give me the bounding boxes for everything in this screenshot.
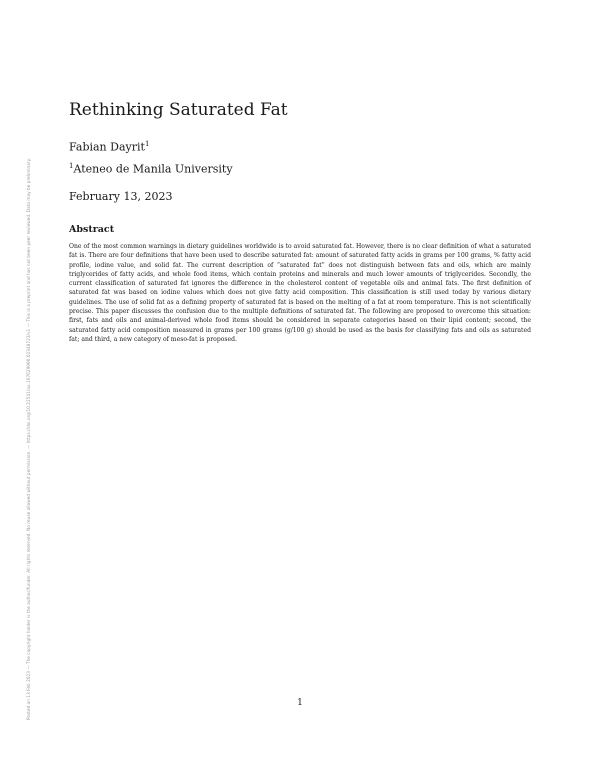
- preprint-sidebar-note: [26, 100, 40, 720]
- author-affiliation-marker: 1: [144, 140, 150, 148]
- affiliation-name: Ateneo de Manila University: [73, 162, 233, 176]
- page-number: 1: [297, 698, 303, 708]
- author-name: Fabian Dayrit: [69, 140, 145, 154]
- paper-title: Rethinking Saturated Fat: [69, 100, 288, 120]
- abstract-heading: Abstract: [69, 224, 115, 235]
- abstract-text: One of the most common warnings in dietary guidelines worldwide is to avoid saturated fat. However, there is no clear definition of what a saturated fat is. There are four definitions that have been used to describe saturated fat: amount of saturated fatty acids in grams per 100 grams, % fatty acid profile, iodine value, and solid fat. The current description of “saturated fat” does not distinguish between fats and oils, which are mainly triglycerides of fatty acids, and whole food items, which contain proteins and minerals and much lower amounts of triglycerides. Secondly, the current classification of saturated fat ignores the difference in the cholesterol content of vegetable oils and animal fats. The first definition of saturated fat was based on iodine values which does not give fatty acid composition. This classification is still used today by various dietary guidelines. The use of solid fat as a defining property of saturated fat is based on the melting of a fat at room temperature. This is not scientifically precise. This paper discusses the confusion due to the multiple definitions of saturated fat. The following are proposed to overcome this situation: first, fats and oils and animal-derived whole food items should be considered in separate categories based on their lipid content; second, the saturated fatty acid composition measured in grams per 100 grams (g/100 g) should be used as the basis for classifying fats and oils as saturated fat; and third, a new category of meso-fat is proposed.: [69, 243, 531, 343]
- affiliation-line: [69, 162, 233, 176]
- preprint-sidebar-text: Posted on 13 Feb 2023 — The copyright holder is the author/funder. All rights reserved. No reuse allowed without permission. — https://doi.org/10.22541/au.167629990.02348723/v1 — This is a preprint and has not been peer reviewed. Data may be preliminary.: [26, 158, 31, 720]
- author-line: [69, 140, 149, 154]
- publication-date: February 13, 2023: [69, 190, 173, 203]
- affiliation-marker: 1: [69, 162, 74, 170]
